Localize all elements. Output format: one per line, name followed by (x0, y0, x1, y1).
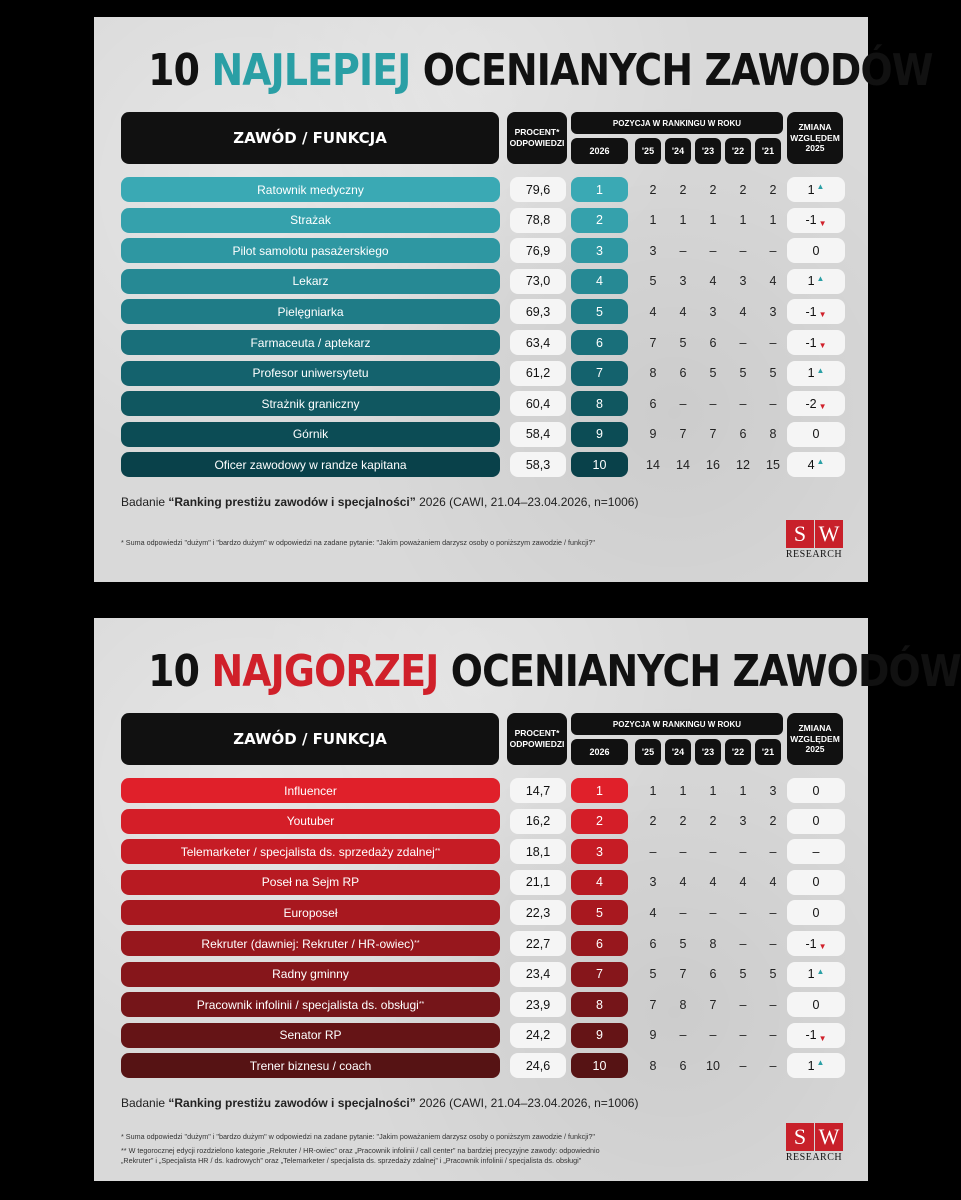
arrow-down-icon: ▼ (818, 402, 827, 412)
title-highlight: NAJGORZEJ (211, 646, 439, 697)
table-row (94, 177, 868, 202)
arrow-up-icon: ▲ (816, 273, 825, 283)
change-value: 1 ▲ (787, 361, 845, 386)
occupation-name: Pielęgniarka (121, 299, 500, 324)
survey-note: Badanie “Ranking prestiżu zawodów i specjalności” 2026 (CAWI, 21.04–23.04.2026, n=1006) (121, 495, 639, 509)
arrow-up-icon: ▲ (816, 966, 825, 976)
rank-2023: 8 (709, 936, 717, 951)
rank-2023: 6 (709, 335, 717, 350)
rank-2023: 1 (709, 213, 717, 228)
rank-2022: – (739, 844, 747, 859)
rank-2023: 2 (709, 814, 717, 829)
column-header-year: '22 (725, 138, 751, 164)
rank-2024: – (679, 396, 687, 411)
table-row (94, 238, 868, 263)
rank-2024: 1 (679, 213, 687, 228)
table-row (94, 330, 868, 355)
rank-2025: 8 (649, 366, 657, 381)
rank-2026: 7 (571, 361, 628, 386)
table-row (94, 870, 868, 895)
rank-2024: 2 (679, 182, 687, 197)
change-value: 0 (787, 870, 845, 895)
occupation-name: Influencer (121, 778, 500, 803)
rank-2021: 5 (769, 366, 777, 381)
rank-2026: 6 (571, 330, 628, 355)
rank-2023: 1 (709, 783, 717, 798)
rank-2023: 6 (709, 967, 717, 982)
rank-2025: 7 (649, 335, 657, 350)
percent-value: 61,2 (510, 361, 566, 386)
change-value: -1 ▼ (787, 931, 845, 956)
rank-2026: 7 (571, 962, 628, 987)
occupation-name: Radny gminny (121, 962, 500, 987)
rank-2024: 7 (679, 967, 687, 982)
percent-value: 73,0 (510, 269, 566, 294)
change-value: 1 ▲ (787, 269, 845, 294)
rank-2021: 1 (769, 213, 777, 228)
rank-2024: 5 (679, 936, 687, 951)
rank-2025: – (649, 844, 657, 859)
change-value: -1 ▼ (787, 1023, 845, 1048)
percent-value: 24,6 (510, 1053, 566, 1078)
arrow-down-icon: ▼ (818, 218, 827, 228)
rank-2022: 12 (736, 457, 750, 472)
column-header-change: ZMIANA WZGLĘDEM 2025 (787, 112, 843, 164)
column-header-ranking: POZYCJA W RANKINGU W ROKU (571, 112, 783, 134)
percent-value: 63,4 (510, 330, 566, 355)
rank-2025: 6 (649, 936, 657, 951)
survey-note: Badanie “Ranking prestiżu zawodów i specjalności” 2026 (CAWI, 21.04–23.04.2026, n=1006) (121, 1096, 639, 1110)
rank-2025: 9 (649, 427, 657, 442)
rank-2026: 5 (571, 900, 628, 925)
rank-2026: 2 (571, 208, 628, 233)
rank-2022: – (739, 1058, 747, 1073)
rank-2025: 4 (649, 304, 657, 319)
table-row (94, 269, 868, 294)
change-value: 1 ▲ (787, 1053, 845, 1078)
percent-value: 14,7 (510, 778, 566, 803)
column-header-year: '25 (635, 739, 661, 765)
column-header-occupation: ZAWÓD / FUNKCJA (121, 112, 499, 164)
arrow-down-icon: ▼ (818, 341, 827, 350)
occupation-name: Oficer zawodowy w randze kapitana (121, 452, 500, 477)
rank-2024: – (679, 1028, 687, 1043)
table-row (94, 422, 868, 447)
footnote: „Rekruter” i „Specjalista HR / ds. kadrowych” oraz „Telemarketer / specjalista ds. sprzedaży zdalnej” i „Pracownik infolinii / specjalista ds. obsługi” (121, 1156, 582, 1165)
rank-2025: 2 (649, 814, 657, 829)
rank-2025: 6 (649, 396, 657, 411)
rank-2026: 1 (571, 177, 628, 202)
percent-value: 58,4 (510, 422, 566, 447)
rank-2021: – (769, 396, 777, 411)
rank-2022: 5 (739, 967, 747, 982)
percent-value: 23,9 (510, 992, 566, 1017)
panel-title: 10 NAJLEPIEJ OCENIANYCH ZAWODÓW (148, 45, 933, 96)
rank-2026: 9 (571, 422, 628, 447)
rank-2021: – (769, 997, 777, 1012)
occupation-name: Telemarketer / specjalista ds. sprzedaży zdalnej ** (121, 839, 500, 864)
rank-2024: 4 (679, 875, 687, 890)
rank-2026: 6 (571, 931, 628, 956)
rank-2021: – (769, 844, 777, 859)
column-header-year: '24 (665, 138, 691, 164)
change-value: 1 ▲ (787, 177, 845, 202)
change-value: -2 ▼ (787, 391, 845, 416)
rank-2024: 7 (679, 427, 687, 442)
column-header-ranking: POZYCJA W RANKINGU W ROKU (571, 713, 783, 735)
rank-2022: – (739, 997, 747, 1012)
change-value: 0 (787, 778, 845, 803)
percent-value: 22,3 (510, 900, 566, 925)
table-row (94, 391, 868, 416)
change-value: -1 ▼ (787, 299, 845, 324)
rank-2024: 3 (679, 274, 687, 289)
occupation-name: Poseł na Sejm RP (121, 870, 500, 895)
rank-2022: 4 (739, 875, 747, 890)
rank-2021: 8 (769, 427, 777, 442)
column-header-year: '25 (635, 138, 661, 164)
change-value: 4 ▲ (787, 452, 845, 477)
column-header-year: '23 (695, 138, 721, 164)
rank-2023: 7 (709, 997, 717, 1012)
occupation-name: Europoseł (121, 900, 500, 925)
rank-2023: 5 (709, 366, 717, 381)
occupation-name: Strażnik graniczny (121, 391, 500, 416)
change-value: 0 (787, 992, 845, 1017)
sw-research-logo: S W RESEARCH (785, 1124, 843, 1163)
occupation-name: Lekarz (121, 269, 500, 294)
rank-2022: – (739, 1028, 747, 1043)
change-value: 0 (787, 422, 845, 447)
rank-2021: 15 (766, 457, 780, 472)
table-row (94, 778, 868, 803)
rank-2021: – (769, 335, 777, 350)
footnote: * Suma odpowiedzi "dużym" i "bardzo dużym" w odpowiedzi na zadane pytanie: "Jakim poważaniem darzysz osoby o poniższym zawodzie / funkcji?" (121, 538, 595, 547)
rank-2023: – (709, 243, 717, 258)
rank-2026: 4 (571, 870, 628, 895)
table-row (94, 1023, 868, 1048)
rank-2026: 10 (571, 1053, 628, 1078)
arrow-down-icon: ▼ (818, 310, 827, 320)
rank-2025: 14 (646, 457, 660, 472)
rank-2025: 4 (649, 905, 657, 920)
rank-2021: – (769, 905, 777, 920)
rank-2026: 3 (571, 238, 628, 263)
rank-2026: 8 (571, 992, 628, 1017)
rank-2022: – (739, 243, 747, 258)
occupation-name: Trener biznesu / coach (121, 1053, 500, 1078)
arrow-up-icon: ▲ (816, 457, 825, 467)
table-row (94, 452, 868, 477)
percent-value: 24,2 (510, 1023, 566, 1048)
percent-value: 60,4 (510, 391, 566, 416)
rank-2022: – (739, 905, 747, 920)
title-highlight: NAJLEPIEJ (211, 45, 411, 96)
column-header-percent: PROCENT* ODPOWIEDZI (507, 112, 567, 164)
rank-2026: 2 (571, 809, 628, 834)
rank-2026: 10 (571, 452, 628, 477)
rank-2021: 3 (769, 304, 777, 319)
rank-2024: 2 (679, 814, 687, 829)
occupation-name: Pracownik infolinii / specjalista ds. obsługi ** (121, 992, 500, 1017)
occupation-name: Senator RP (121, 1023, 500, 1048)
table-row (94, 992, 868, 1017)
rank-2026: 3 (571, 839, 628, 864)
column-header-change: ZMIANA WZGLĘDEM 2025 (787, 713, 843, 765)
rank-2024: 4 (679, 304, 687, 319)
rank-2021: 5 (769, 967, 777, 982)
rank-2021: 2 (769, 814, 777, 829)
column-header-year: '24 (665, 739, 691, 765)
percent-value: 21,1 (510, 870, 566, 895)
rank-2024: 6 (679, 1058, 687, 1073)
rank-2021: 3 (769, 783, 777, 798)
rank-2022: 5 (739, 366, 747, 381)
rank-2022: 3 (739, 274, 747, 289)
column-header-year: '23 (695, 739, 721, 765)
column-header-year: '22 (725, 739, 751, 765)
percent-value: 79,6 (510, 177, 566, 202)
arrow-down-icon: ▼ (818, 942, 827, 951)
table-row (94, 839, 868, 864)
percent-value: 18,1 (510, 839, 566, 864)
occupation-name: Rekruter (dawniej: Rekruter / HR-owiec) ** (121, 931, 500, 956)
rank-2022: 4 (739, 304, 747, 319)
rank-2026: 8 (571, 391, 628, 416)
rank-2025: 3 (649, 875, 657, 890)
change-value: 1 ▲ (787, 962, 845, 987)
rank-2021: – (769, 243, 777, 258)
rank-2021: 2 (769, 182, 777, 197)
rank-2024: 8 (679, 997, 687, 1012)
rank-2023: 4 (709, 875, 717, 890)
rank-2021: – (769, 1058, 777, 1073)
rank-2024: 6 (679, 366, 687, 381)
rank-2022: 1 (739, 213, 747, 228)
rank-2024: 5 (679, 335, 687, 350)
occupation-name: Ratownik medyczny (121, 177, 500, 202)
rank-2022: 3 (739, 814, 747, 829)
rank-2025: 3 (649, 243, 657, 258)
rank-2023: – (709, 396, 717, 411)
change-value: 0 (787, 238, 845, 263)
rank-2022: – (739, 396, 747, 411)
column-header-year: '21 (755, 138, 781, 164)
rank-2023: 3 (709, 304, 717, 319)
panel-title: 10 NAJGORZEJ OCENIANYCH ZAWODÓW (148, 646, 961, 697)
rank-2022: 2 (739, 182, 747, 197)
rank-2025: 5 (649, 274, 657, 289)
percent-value: 76,9 (510, 238, 566, 263)
rank-2025: 1 (649, 213, 657, 228)
column-header-percent: PROCENT* ODPOWIEDZI (507, 713, 567, 765)
rank-2026: 1 (571, 778, 628, 803)
rank-2021: 4 (769, 875, 777, 890)
rank-2026: 4 (571, 269, 628, 294)
percent-value: 58,3 (510, 452, 566, 477)
rank-2024: 1 (679, 783, 687, 798)
rank-2025: 7 (649, 997, 657, 1012)
rank-2025: 2 (649, 182, 657, 197)
change-value: -1 ▼ (787, 330, 845, 355)
arrow-up-icon: ▲ (816, 182, 825, 191)
rank-2025: 5 (649, 967, 657, 982)
rank-2025: 9 (649, 1028, 657, 1043)
occupation-name: Strażak (121, 208, 500, 233)
occupation-name: Profesor uniwersytetu (121, 361, 500, 386)
occupation-name: Pilot samolotu pasażerskiego (121, 238, 500, 263)
table-row (94, 809, 868, 834)
rank-2023: 4 (709, 274, 717, 289)
column-header-occupation: ZAWÓD / FUNKCJA (121, 713, 499, 765)
column-header-year: 2026 (571, 138, 628, 164)
rank-2023: 7 (709, 427, 717, 442)
percent-value: 22,7 (510, 931, 566, 956)
rank-2022: 6 (739, 427, 747, 442)
column-header-year: '21 (755, 739, 781, 765)
rank-2022: – (739, 335, 747, 350)
change-value: – (787, 839, 845, 864)
rank-2021: 4 (769, 274, 777, 289)
rank-2021: – (769, 936, 777, 951)
percent-value: 69,3 (510, 299, 566, 324)
table-row (94, 361, 868, 386)
occupation-name: Farmaceuta / aptekarz (121, 330, 500, 355)
rank-2024: – (679, 844, 687, 859)
sw-research-logo: S W RESEARCH (785, 521, 843, 560)
arrow-up-icon: ▲ (816, 365, 825, 375)
rank-2023: – (709, 905, 717, 920)
change-value: -1 ▼ (787, 208, 845, 233)
change-value: 0 (787, 900, 845, 925)
table-row (94, 208, 868, 233)
percent-value: 78,8 (510, 208, 566, 233)
footnote: ** W tegorocznej edycji rozdzielono kategorie „Rekruter / HR-owiec” oraz „Pracownik infolinii / call center” na bardziej precyzyjne zawody: odpowiednio (121, 1146, 600, 1155)
rank-2022: 1 (739, 783, 747, 798)
table-row (94, 1053, 868, 1078)
arrow-down-icon: ▼ (818, 1033, 827, 1043)
rank-2024: – (679, 905, 687, 920)
arrow-up-icon: ▲ (816, 1058, 825, 1068)
rank-2026: 9 (571, 1023, 628, 1048)
column-header-year: 2026 (571, 739, 628, 765)
rank-2023: – (709, 1028, 717, 1043)
rank-2024: 14 (676, 457, 690, 472)
top-ranking-panel (94, 17, 933, 582)
rank-2023: 16 (706, 457, 720, 472)
rank-2025: 1 (649, 783, 657, 798)
table-row (94, 931, 868, 956)
rank-2023: 2 (709, 182, 717, 197)
table-row (94, 900, 868, 925)
table-row (94, 962, 868, 987)
percent-value: 23,4 (510, 962, 566, 987)
rank-2025: 8 (649, 1058, 657, 1073)
occupation-name: Youtuber (121, 809, 500, 834)
rank-2023: – (709, 844, 717, 859)
footnote: * Suma odpowiedzi "dużym" i "bardzo dużym" w odpowiedzi na zadane pytanie: "Jakim poważaniem darzysz osoby o poniższym zawodzie / funkcji?" (121, 1132, 595, 1141)
table-row (94, 299, 868, 324)
rank-2022: – (739, 936, 747, 951)
percent-value: 16,2 (510, 809, 566, 834)
rank-2021: – (769, 1028, 777, 1043)
occupation-name: Górnik (121, 422, 500, 447)
rank-2024: – (679, 243, 687, 258)
rank-2026: 5 (571, 299, 628, 324)
bottom-ranking-panel (94, 618, 961, 1181)
change-value: 0 (787, 809, 845, 834)
rank-2023: 10 (706, 1058, 720, 1073)
